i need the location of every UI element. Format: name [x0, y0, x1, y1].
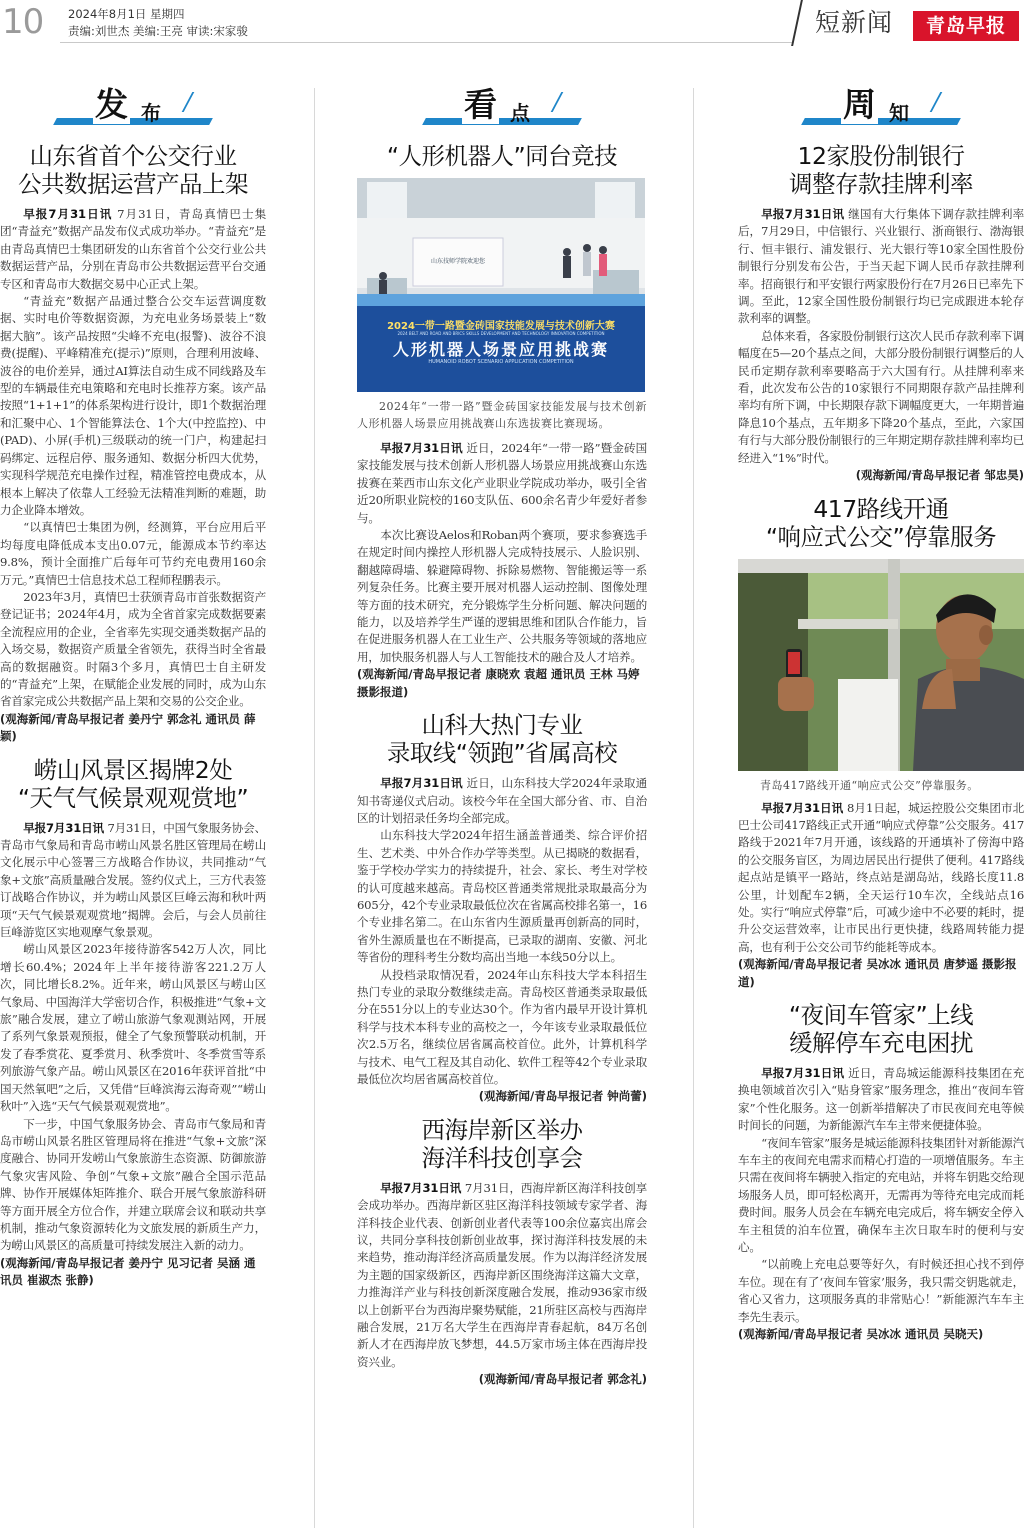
- headline: 山科大热门专业 录取线“领跑”省属高校: [386, 711, 618, 768]
- paragraph: “以真情巴士集团为例，经测算，平台应用后平均每度电降低成本支出0.07元，能源成本节约率达9.8%，预计全面推广后每年可节约充电费用160余万元。”真情巴士信息技术总工程师程鹏表示。: [0, 520, 266, 587]
- column-divider: [693, 88, 694, 1528]
- column-right: [738, 85, 1024, 1343]
- photo-caption: 2024年“一带一路”暨金砖国家技能发展与技术创新人形机器人场景应用挑战赛山东选拔赛比赛现场。: [357, 400, 647, 430]
- byline: (观海新闻/青岛早报记者 吴冰冰 通讯员 唐梦遥 摄影报道): [738, 957, 1017, 989]
- byline: (观海新闻/青岛早报记者 钟尚蕾): [478, 1089, 647, 1104]
- article-laoshan: [0, 756, 266, 1290]
- kicker-big: 发: [95, 85, 128, 124]
- headline: 崂山风景区揭牌2处 “天气气候景观观赏地”: [17, 755, 249, 812]
- banner-line-3: HUMANOID ROBOT SCENARIO APPLICATION COMPETITION: [428, 359, 574, 365]
- paragraph: “青益充”数据产品通过整合公交车运营调度数据、实时电价等数据资源，为充电业务场景装上“数据大脑”。该产品按照“尖峰不充电(报警)、波谷不浪费(提醒)、平峰精准充(提示)”原则，合理利用波峰、波谷的电价差异，通过AI算法自动生成不同线路及车型的车辆最佳充电策略和充电时长推荐方案。该产品按照“1+1+1”的体系架构进行设计，即1个数据治理和汇聚中心、1个智能算法仓、1个大(中控监控)、中(PAD)、小屏(手机)三级联动的统一门户，构建起扫码绑定、远程启停、服务通知、数据分析四大优势，实现科学规范充电操作过程，精准管控电费成本，从根本上解决了依靠人工经验无法精准判断的难题，助力企业降本增效。: [0, 294, 266, 517]
- banner-line-1: 2024一带一路暨金砖国家技能发展与技术创新大赛: [387, 321, 615, 332]
- dateline: 早报7月31日讯: [761, 207, 845, 221]
- dateline: 早报7月31日讯: [761, 1065, 845, 1080]
- paragraph: 本次比赛设Aelos和Roban两个赛项，要求参赛选手在规定时间内操控人形机器人完成特技展示、人脸识别、翻越障碍墙、躲避障碍物、拆除易燃物、智能搬运等一系列复杂任务。比赛主要开展对机器人运动控制、图像处理等方面的技术研究，充分锻炼学生分析问题、解决问题的能力，以及培养学生严谨的逻辑思维和团队合作能力，旨在促进服务机器人在工业生产、公共服务等领域的落地应用，加快服务机器人与人工智能技术的融合及人才培养。: [357, 528, 647, 664]
- dateline: 早报7月31日讯: [761, 800, 844, 815]
- page-number: 10: [2, 2, 44, 42]
- column-left: [0, 85, 266, 1290]
- banner-line-en: 2024 BELT AND ROAD AND BRICS SKILLS DEVELOPMENT AND TECHNOLOGY INNOVATION COMPETITION: [397, 331, 605, 336]
- dateline: 早报7月31日讯: [380, 1180, 462, 1195]
- photo-caption: 青岛417路线开通“响应式公交”停靠服务。: [760, 778, 979, 792]
- paragraph: 早报7月31日讯 7月31日，青岛真情巴士集团“青益充”数据产品发布仪式成功举办。“青益充”是由青岛真情巴士集团研发的山东省首个公交行业公共数据运营产品，分别在青岛市公共数据运营平台交通专区和青岛市大数据交易中心正式上架。: [0, 207, 266, 291]
- byline: (观海新闻/青岛早报记者 郭念礼): [478, 1372, 647, 1387]
- article-banks: [738, 142, 1024, 485]
- dateline: 早报7月31日讯: [380, 776, 463, 791]
- byline: (观海新闻/青岛早报记者 姜丹宁 郭念礼 通讯员 薛颖): [0, 711, 256, 744]
- kicker-small: 点: [510, 101, 530, 125]
- kicker-bar: [53, 118, 213, 125]
- paragraph: 早报7月31日讯 近日，2024年“一带一路”暨金砖国家技能发展与技术创新人形机器人场景应用挑战赛山东选拔赛在莱西市山东文化产业职业学院成功举办，吸引全省近20所职业院校的160支队伍、600余名青少年爱好者参与。: [357, 441, 647, 525]
- page-header: [0, 0, 1024, 46]
- kicker-small: 知: [889, 101, 909, 125]
- editor-credits: 责编:刘世杰 美编:王亮 审读:宋家骏: [68, 24, 248, 38]
- paragraph: 山东科技大学2024年招生涵盖普通类、综合评价招生、艺术类、中外合作办学等类型。从已揭晓的数据看，鉴于学校办学实力的持续提升，社会、家长、考生对学校的认可度越来越高。青岛校区普通类常规批录取最高分为605分，42个专业录取最低位次在省属高校排名第一，16个专业排名第二。在山东省内生源质量再创新高的同时，省外生源质量也在不断提高，已录取的湖南、安徽、河北等省份的理科考生分数均高出当地一本线50分以上。: [357, 828, 647, 965]
- dateline: 早报7月31日讯: [23, 207, 113, 221]
- issue-date: 2024年8月1日 星期四: [68, 7, 185, 21]
- byline: (观海新闻/青岛早报记者 姜丹宁 见习记者 吴涵 通讯员 崔淑杰 张静): [0, 1255, 256, 1288]
- byline: (观海新闻/青岛早报记者 邹忠昊): [855, 468, 1024, 483]
- headline: 西海岸新区举办 海洋科技创享会: [421, 1115, 583, 1172]
- paragraph: 早报7月31日讯 继国有大行集体下调存款挂牌利率后，7月29日，中信银行、兴业银行、浙商银行、渤海银行、恒丰银行、浦发银行、光大银行等10家全国性股份制银行分别发布公告，于当天起下调人民币存款挂牌利率。招商银行和平安银行两家股份行在7月26日已率先下调。至此，12家全国性股份制银行均已完成跟进本轮存款利率的调整。: [738, 207, 1024, 326]
- paragraph: 早报7月31日讯 近日，青岛城运能源科技集团在充换电领域首次引入“贴身管家”服务理念，推出“夜间车管家”个性化服务。这一创新举措解决了市民夜间充电等候时间长的问题，为新能源汽车车主带来便捷体验。: [738, 1065, 1024, 1133]
- kicker-bar: [801, 118, 961, 125]
- headline: 山东省首个公交行业 公共数据运营产品上架: [18, 142, 248, 198]
- paragraph: 早报7月31日讯 8月1日起，城运控股公交集团市北巴士公司417路线正式开通“响应式停靠”公交服务。417路线于2021年7月开通，该线路的开通填补了傍海中路的公交服务盲区，为周边居民出行提供了便利。417路线起点站是镇平一路站，终点站是湖岛站，线路长度11.8公里，计划配车2辆，全天运行10车次，全线站点16处。实行“响应式停靠”后，可减少途中不必要的耗时，提升公交运营效率，让市民出行更快捷，线路周转能力提高，也有利于公交公司节约能耗等成本。: [738, 800, 1024, 954]
- article-bus-417: [738, 495, 1024, 991]
- paragraph: 早报7月31日讯 7月31日，中国气象服务协会、青岛市气象局和青岛市崂山风景名胜区管理局在崂山文化展示中心签署三方战略合作协议，共同推动“气象+文旅”高质量融合发展。签约仪式上，三方代表签订战略合作协议，并为崂山风景区巨峰云海和秋叶两项“天气气候景观观赏地”揭牌。会后，与会人员前往巨峰游览区实地观摩气象景观。: [0, 820, 266, 940]
- paragraph: “以前晚上充电总要等好久，有时候还担心找不到停车位。现在有了‘夜间车管家’服务，我只需交钥匙就走，省心又省力，这项服务真的非常贴心！”新能源汽车车主李先生表示。: [738, 1257, 1024, 1324]
- headline: “夜间车管家”上线 缓解停车充电困扰: [788, 1000, 974, 1057]
- headline: “人形机器人”同台竞技: [386, 142, 618, 170]
- paragraph: 早报7月31日讯 7月31日，西海岸新区海洋科技创享会成功举办。西海岸新区驻区海洋科技领域专家学者、海洋科技企业代表、创新创业者代表等100余位嘉宾出席会议，共同分享科技创新创业故事，探讨海洋科技发展的未来趋势，推动海洋经济高质量发展。作为以海洋经济发展为主题的国家级新区，西海岸新区围绕海洋这篇大文章，力推海洋产业与科技创新深度融合发展，推动936家市级以上创新平台为西海岸聚势赋能，21所驻区高校与西海岸融合发展，21万名大学生在西海岸青春起航，84万名创新人才在西海岸放飞梦想，44.5万家市场主体在西海岸投资兴业。: [357, 1180, 647, 1369]
- article-night-valet: [738, 1001, 1024, 1344]
- column-middle: [357, 85, 647, 1389]
- article-sdust: [357, 711, 647, 1106]
- paragraph: 2023年3月，真情巴士获颁青岛市首张数据资产登记证书；2024年4月，成为全省首家完成数据要素全流程应用的企业，全省率先实现交通类数据产品的入场交易，数据资产质量全省领先，获得当时全省最高的数据融资。时隔3个多月，真情巴士自主研发的“青益充”上架，在赋能企业发展的同时，成为山东省首家完成公共数据产品上架和交易的公交企业。: [0, 589, 266, 709]
- paragraph: 总体来看，各家股份制银行这次人民币存款利率下调幅度在5—20个基点之间，大部分股份制银行调整后的人民币定期存款利率要略高于六大国有行。从挂牌利率来看，此次发布公告的10家银行不同期限存款产品挂牌利率均有所下调，中长期限存款下调幅度更大，一年期普遍降息10个基点，五年期多下降20个基点，至此，六家国有行与大部分股份制银行的三年期定期存款挂牌利率均已经进入“1%”时代。: [738, 328, 1024, 465]
- byline: (观海新闻/青岛早报记者 吴冰冰 通讯员 吴晓天): [738, 1327, 984, 1342]
- kicker-zhouzhi: [738, 85, 1024, 138]
- headline: 417路线开通 “响应式公交”停靠服务: [765, 494, 997, 551]
- dateline: 早报7月31日讯: [380, 441, 463, 455]
- kicker-big: 周: [843, 85, 876, 124]
- dateline: 早报7月31日讯: [23, 820, 104, 835]
- kicker-kandian: [357, 85, 647, 138]
- article-west-coast: [357, 1116, 647, 1389]
- column-divider: [314, 88, 315, 1528]
- article-bus-data: [0, 142, 266, 746]
- paragraph: 从投档录取情况看，2024年山东科技大学本科招生热门专业的录取分数继续走高。青岛校区普通类录取最低分在551分以上的专业达30个。作为省内最早开设计算机科学与技术本科专业的高校之一，今年该专业录取最低位次2.5万名，继续位居省属高校首位。此外，计算机科学与技术、电气工程及其自动化、软件工程等42个专业录取最低位次均居省属高校首位。: [357, 967, 647, 1086]
- header-rule: [60, 42, 805, 43]
- robot-competition-photo: [357, 178, 645, 392]
- paragraph: 早报7月31日讯 近日，山东科技大学2024年录取通知书寄递仪式启动。该校今年在全国大部分省、市、自治区的计划招录任务均全部完成。: [357, 776, 647, 825]
- paragraph: 崂山风景区2023年接待游客542万人次，同比增长60.4%；2024年上半年接待游客221.2万人次，同比增长8.2%。近年来，崂山风景区与崂山区气象局、中国海洋大学密切合作，积极推进“气象+文旅”融合发展，建立了崂山旅游气象观测站网，开展了系列气象景观预报，健全了气象预警联动机制，开发了春季赏花、夏季赏月、秋季赏叶、冬季赏雪等系列旅游气象产品。崂山风景区在2016年获评首批“中国天然氧吧”之后，又凭借“巨峰滨海云海奇观”“崂山秋叶”入选“天气气候景观观赏地”。: [0, 942, 266, 1114]
- section-name: 短新闻: [815, 8, 894, 37]
- paragraph: “夜间车管家”服务是城运能源科技集团针对新能源汽车车主的夜间充电需求而精心打造的一项增值服务。车主只需在夜间将车辆驶入指定的充电站，并将车钥匙交给现场服务人员，即可轻松离开，无需再为等待充电完成而耗费时间。服务人员会在车辆充电完成后，将车辆安全停入车主租赁的泊车位置，确保车主次日取车时的便利与安心。: [738, 1135, 1024, 1255]
- paragraph: 下一步，中国气象服务协会、青岛市气象局和青岛市崂山风景名胜区管理局将在推进“气象+文旅”深度融合、协同开发崂山气象旅游生态资源、防御旅游气象灾害风险、争创“气象+文旅”融合全国示范品牌、协作开展媒体矩阵推介、联合开展气象旅游科研等方面开展全方位合作，并建立联席会议和联动共享机制，推动气象资源转化为文旅发展的新质生产力，为崂山风景区的高质量可持续发展注入新的动力。: [0, 1116, 266, 1253]
- article-robot: [357, 142, 647, 701]
- kicker-fabu: [0, 85, 266, 138]
- photo-wall-sign: 山东技师学院欢迎您: [430, 258, 485, 265]
- kicker-small: 布: [141, 101, 161, 125]
- kicker-big: 看: [464, 85, 497, 124]
- headline: 12家股份制银行 调整存款挂牌利率: [789, 142, 973, 198]
- banner-line-2: 人形机器人场景应用挑战赛: [392, 340, 609, 359]
- byline: (观海新闻/青岛早报记者 康晓欢 袁超 通讯员 王林 马婷 摄影报道): [357, 667, 640, 699]
- newspaper-logo: 青岛早报: [913, 11, 1019, 41]
- bus-passenger-photo: [738, 559, 1024, 771]
- kicker-bar: [422, 118, 582, 125]
